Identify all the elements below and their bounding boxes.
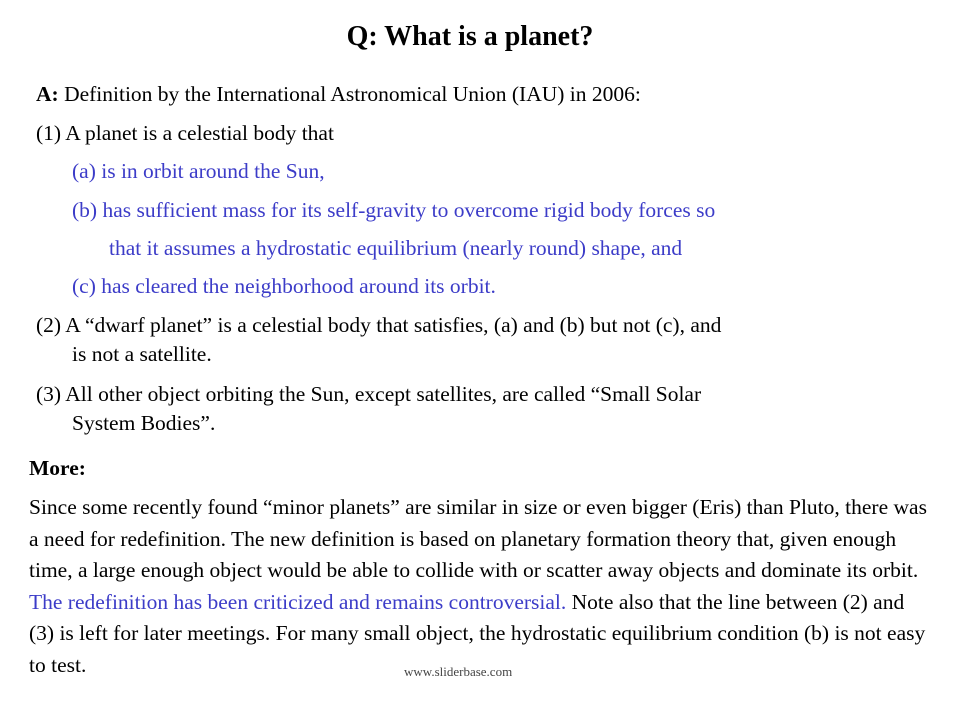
answer-intro-line: [36, 80, 641, 109]
more-paragraph: [29, 492, 929, 682]
more-text-part-1: Since some recently found “minor planets” are similar in size or even bigger (Eris) than Pluto, there was a need for redefinition. The new definition is based on planetary formation theory that, given enough time, a large enough object would be able to collide with or scatter away objects and dominate its orbit.: [29, 495, 927, 583]
more-text-part-2: Note also that the line between (2) and (3) is left for later meetings. For many small object, the hydrostatic equilibrium condition (b) is not easy to test.: [29, 589, 926, 677]
definition-item-3-line-1: (3) All other object orbiting the Sun, except satellites, are called “Small Solar: [36, 382, 702, 406]
definition-item-2-line-1: (2) A “dwarf planet” is a celestial body that satisfies, (a) and (b) but not (c), and: [36, 313, 722, 337]
criterion-c: (c) has cleared the neighborhood around its orbit.: [72, 274, 496, 298]
slide-title: Q: What is a planet?: [346, 21, 594, 52]
criterion-a: (a) is in orbit around the Sun,: [72, 159, 325, 183]
criterion-b-line-1: (b) has sufficient mass for its self-gravity to overcome rigid body forces so: [72, 198, 716, 222]
answer-intro: Definition by the International Astronomical Union (IAU) in 2006:: [58, 82, 641, 106]
definition-item-3-line-2: System Bodies”.: [72, 411, 216, 435]
answer-label: A:: [36, 82, 59, 106]
watermark: www.sliderbase.com: [404, 664, 513, 679]
definition-item-1: (1) A planet is a celestial body that: [36, 121, 334, 145]
criterion-b-line-2: that it assumes a hydrostatic equilibrium (nearly round) shape, and: [109, 236, 683, 260]
more-heading: More:: [29, 456, 86, 480]
more-text-highlight: The redefinition has been criticized and remains controversial.: [29, 589, 567, 614]
definition-item-2-line-2: is not a satellite.: [72, 342, 212, 366]
